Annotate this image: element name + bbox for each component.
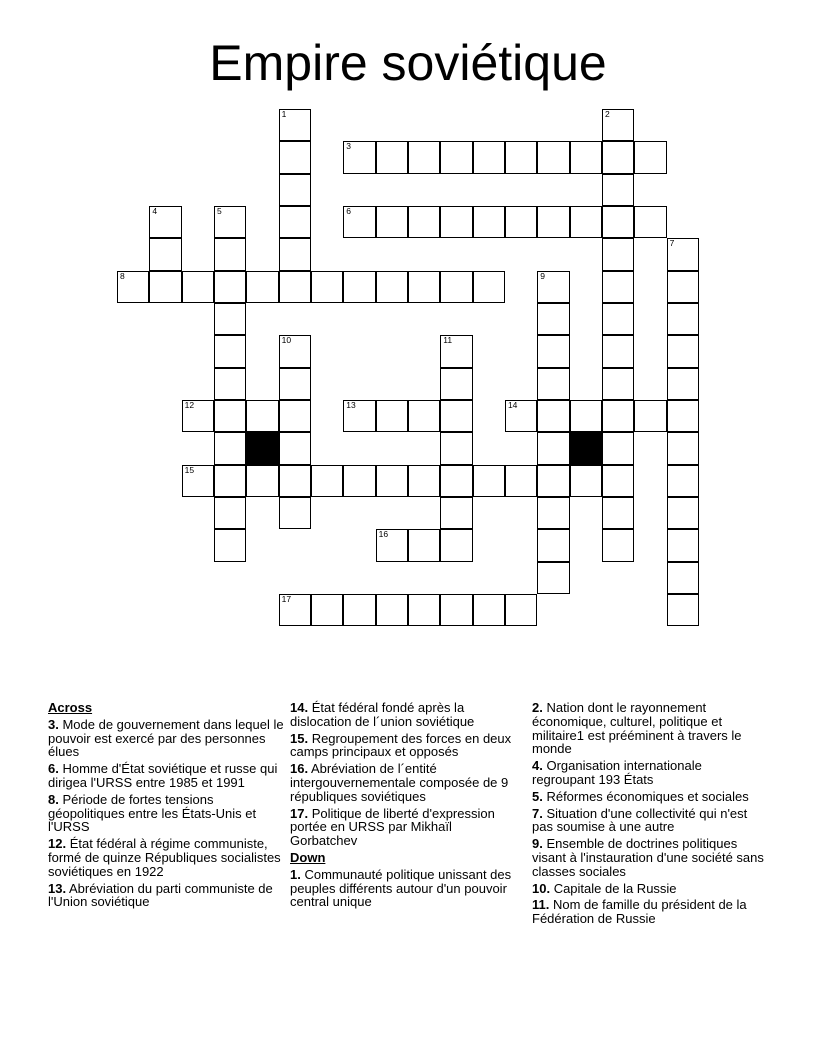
grid-cell[interactable] <box>182 465 214 497</box>
cell-number: 1 <box>281 109 287 119</box>
grid-cell[interactable] <box>214 303 246 335</box>
clue-number: 3. <box>48 716 59 732</box>
grid-cell[interactable] <box>602 529 634 561</box>
grid-cell[interactable] <box>634 400 666 432</box>
grid-cell[interactable] <box>602 303 634 335</box>
cell-number: 2 <box>604 109 610 119</box>
grid-cell[interactable] <box>214 335 246 367</box>
grid-cell[interactable] <box>537 368 569 400</box>
grid-cell[interactable] <box>279 368 311 400</box>
grid-cell[interactable] <box>408 529 440 561</box>
cell-number: 14 <box>507 399 518 410</box>
grid-cell[interactable] <box>667 594 699 626</box>
down-clue <box>532 837 768 878</box>
grid-cell[interactable] <box>343 271 375 303</box>
clue-text: Période de fortes tensions géopolitiques entre les États-Unis et l'URSS <box>48 791 257 835</box>
grid-cell[interactable] <box>279 465 311 497</box>
grid-cell[interactable] <box>343 594 375 626</box>
grid-cell[interactable] <box>214 400 246 432</box>
down-clue <box>532 807 768 835</box>
grid-cell[interactable] <box>505 400 537 432</box>
grid-cell[interactable] <box>667 497 699 529</box>
grid-cell[interactable] <box>667 335 699 367</box>
grid-cell[interactable] <box>343 465 375 497</box>
across-clue <box>290 701 522 729</box>
down-clue <box>290 868 522 909</box>
cell-number: 10 <box>281 335 292 346</box>
grid-cell[interactable] <box>376 594 408 626</box>
clue-text: Abréviation du parti communiste de l'Union soviétique <box>48 880 273 910</box>
grid-cell[interactable] <box>440 206 472 238</box>
cell-number: 4 <box>152 205 158 216</box>
clue-text: Ensemble de doctrines politiques visant à l'instauration d'une société sans classes sociales <box>532 836 764 879</box>
clue-text: Organisation internationale regroupant 193 États <box>532 758 702 787</box>
clue-text: Nation dont le rayonnement économique, culturel, politique et militaire1 est prééminent à travers le monde <box>532 700 742 757</box>
grid-cell[interactable] <box>537 465 569 497</box>
grid-cell[interactable] <box>376 529 408 561</box>
down-clue <box>532 882 768 896</box>
clue-number: 1. <box>290 866 301 882</box>
grid-cell[interactable] <box>537 562 569 594</box>
grid-cell[interactable] <box>537 271 569 303</box>
grid-cell[interactable] <box>667 368 699 400</box>
grid-cell[interactable] <box>440 432 472 464</box>
grid-cell[interactable] <box>505 206 537 238</box>
grid-cell[interactable] <box>246 465 278 497</box>
grid-cell[interactable] <box>602 400 634 432</box>
grid-cell[interactable] <box>602 141 634 173</box>
cell-number: 3 <box>346 141 352 152</box>
clue-number: 8. <box>48 791 59 807</box>
cell-number: 8 <box>120 270 125 281</box>
puzzle-title: Empire soviétique <box>209 35 607 91</box>
clue-number: 7. <box>532 805 543 821</box>
grid-cell[interactable] <box>376 400 408 432</box>
across-clue <box>290 762 522 803</box>
grid-block-cell <box>246 432 278 464</box>
down-clue <box>532 898 768 926</box>
grid-cell[interactable] <box>667 465 699 497</box>
grid-cell[interactable] <box>311 594 343 626</box>
grid-cell[interactable] <box>667 529 699 561</box>
grid-cell[interactable] <box>667 238 699 270</box>
grid-cell[interactable] <box>440 465 472 497</box>
grid-block-cell <box>570 432 602 464</box>
grid-cell[interactable] <box>408 594 440 626</box>
grid-cell[interactable] <box>279 206 311 238</box>
clue-number: 16. <box>290 761 309 777</box>
grid-cell[interactable] <box>311 465 343 497</box>
clue-number: 17. <box>290 805 309 821</box>
grid-cell[interactable] <box>343 206 375 238</box>
clue-text: Situation d'une collectivité qui n'est pas soumise à une autre <box>532 805 748 835</box>
grid-cell[interactable] <box>246 400 278 432</box>
grid-cell[interactable] <box>602 238 634 270</box>
grid-cell[interactable] <box>602 335 634 367</box>
grid-cell[interactable] <box>505 465 537 497</box>
grid-cell[interactable] <box>602 465 634 497</box>
grid-cell[interactable] <box>440 335 472 367</box>
across-clue <box>48 793 284 834</box>
grid-cell[interactable] <box>505 594 537 626</box>
grid-cell[interactable] <box>537 303 569 335</box>
clue-column-2 <box>290 701 522 912</box>
clue-text: Réformes économiques et sociales <box>542 788 749 804</box>
grid-cell[interactable] <box>667 562 699 594</box>
clue-text: Politique de liberté d'expression portée en URSS par Mikhaïl Gorbatchev <box>290 805 495 849</box>
grid-cell[interactable] <box>537 432 569 464</box>
grid-cell[interactable] <box>537 497 569 529</box>
grid-cell[interactable] <box>473 206 505 238</box>
clue-number: 14. <box>290 700 309 715</box>
clue-number: 6. <box>48 761 59 777</box>
cell-number: 5 <box>216 205 222 216</box>
cell-number: 7 <box>669 238 675 249</box>
grid-cell[interactable] <box>408 141 440 173</box>
grid-cell[interactable] <box>376 465 408 497</box>
grid-cell[interactable] <box>214 497 246 529</box>
grid-cell[interactable] <box>602 368 634 400</box>
grid-cell[interactable] <box>376 271 408 303</box>
grid-cell[interactable] <box>602 497 634 529</box>
grid-cell[interactable] <box>279 594 311 626</box>
grid-cell[interactable] <box>505 141 537 173</box>
down-clue <box>532 759 768 787</box>
grid-cell[interactable] <box>117 271 149 303</box>
grid-cell[interactable] <box>408 465 440 497</box>
clue-text: Mode de gouvernement dans lequel le pouvoir est exercé par des personnes élues <box>48 716 284 760</box>
grid-cell[interactable] <box>537 141 569 173</box>
grid-cell[interactable] <box>214 432 246 464</box>
grid-cell[interactable] <box>376 141 408 173</box>
grid-cell[interactable] <box>667 303 699 335</box>
clue-text: Homme d'État soviétique et russe qui dirigea l'URSS entre 1985 et 1991 <box>48 761 278 790</box>
cell-number: 17 <box>281 593 292 604</box>
grid-cell[interactable] <box>440 594 472 626</box>
clue-text: Nom de famille du président de la Fédération de Russie <box>532 897 747 927</box>
grid-cell[interactable] <box>343 400 375 432</box>
grid-cell[interactable] <box>602 109 634 141</box>
across-clue <box>290 732 522 760</box>
grid-cell[interactable] <box>634 141 666 173</box>
grid-cell[interactable] <box>440 141 472 173</box>
down-clue <box>532 790 768 804</box>
grid-cell[interactable] <box>602 206 634 238</box>
clue-number: 5. <box>532 788 543 804</box>
cell-number: 12 <box>184 399 195 410</box>
clue-text: État fédéral à régime communiste, formé de quinze Républiques socialistes soviétiques en 1922 <box>48 836 281 879</box>
across-clue <box>48 718 284 759</box>
clue-number: 4. <box>532 758 543 774</box>
grid-cell[interactable] <box>311 271 343 303</box>
grid-cell[interactable] <box>537 335 569 367</box>
grid-cell[interactable] <box>570 465 602 497</box>
grid-cell[interactable] <box>182 400 214 432</box>
clue-number: 11. <box>532 897 550 913</box>
down-heading: Down <box>290 849 326 865</box>
grid-cell[interactable] <box>634 206 666 238</box>
grid-cell[interactable] <box>214 238 246 270</box>
across-clue <box>290 807 522 848</box>
grid-cell[interactable] <box>279 400 311 432</box>
grid-cell[interactable] <box>279 335 311 367</box>
grid-cell[interactable] <box>473 141 505 173</box>
grid-cell[interactable] <box>537 206 569 238</box>
grid-cell[interactable] <box>149 206 181 238</box>
grid-cell[interactable] <box>376 206 408 238</box>
grid-cell[interactable] <box>440 368 472 400</box>
cell-number: 6 <box>346 205 352 216</box>
grid-cell[interactable] <box>602 174 634 206</box>
grid-cell[interactable] <box>182 271 214 303</box>
clue-number: 9. <box>532 836 543 852</box>
grid-cell[interactable] <box>440 497 472 529</box>
grid-cell[interactable] <box>279 271 311 303</box>
grid-cell[interactable] <box>473 594 505 626</box>
cell-number: 13 <box>346 399 356 410</box>
grid-cell[interactable] <box>214 529 246 561</box>
across-heading: Across <box>48 700 93 715</box>
grid-cell[interactable] <box>408 271 440 303</box>
grid-cell[interactable] <box>279 109 311 141</box>
grid-cell[interactable] <box>473 465 505 497</box>
grid-cell[interactable] <box>214 206 246 238</box>
cell-number: 16 <box>378 529 389 540</box>
clue-number: 2. <box>532 700 543 715</box>
clue-text: Communauté politique unissant des peuples différents autour d'un pouvoir central unique <box>290 866 512 910</box>
grid-cell[interactable] <box>570 141 602 173</box>
grid-cell[interactable] <box>279 141 311 173</box>
grid-cell[interactable] <box>570 206 602 238</box>
clue-number: 10. <box>532 880 551 896</box>
clue-text: Capitale de la Russie <box>550 880 677 896</box>
grid-cell[interactable] <box>537 529 569 561</box>
grid-cell[interactable] <box>279 497 311 529</box>
clue-number: 12. <box>48 836 67 852</box>
grid-cell[interactable] <box>408 206 440 238</box>
cell-number: 9 <box>540 270 546 281</box>
grid-cell[interactable] <box>473 271 505 303</box>
across-clue <box>48 837 284 878</box>
grid-cell[interactable] <box>279 238 311 270</box>
clue-text: Regroupement des forces en deux camps principaux et opposés <box>290 730 512 760</box>
grid-cell[interactable] <box>570 400 602 432</box>
grid-cell[interactable] <box>440 271 472 303</box>
cell-number: 15 <box>184 464 195 475</box>
grid-cell[interactable] <box>214 465 246 497</box>
grid-cell[interactable] <box>602 271 634 303</box>
grid-cell[interactable] <box>667 271 699 303</box>
across-clue <box>48 882 284 910</box>
grid-cell[interactable] <box>408 400 440 432</box>
down-clue <box>532 701 768 756</box>
clue-number: 13. <box>48 880 67 896</box>
grid-cell[interactable] <box>537 400 569 432</box>
grid-cell[interactable] <box>440 529 472 561</box>
grid-cell[interactable] <box>214 271 246 303</box>
grid-cell[interactable] <box>667 432 699 464</box>
clue-text: État fédéral fondé après la dislocation de l´union soviétique <box>290 700 475 729</box>
grid-cell[interactable] <box>602 432 634 464</box>
grid-cell[interactable] <box>440 400 472 432</box>
clue-text: Abréviation de l´entité intergouvernementale composée de 9 républiques soviétiques <box>290 761 509 804</box>
clue-column-3 <box>532 701 768 929</box>
grid-cell[interactable] <box>279 174 311 206</box>
cell-number: 11 <box>443 335 453 346</box>
clue-column-1 <box>48 701 284 912</box>
grid-cell[interactable] <box>149 271 181 303</box>
grid-cell[interactable] <box>214 368 246 400</box>
grid-cell[interactable] <box>279 432 311 464</box>
grid-cell[interactable] <box>343 141 375 173</box>
grid-cell[interactable] <box>246 271 278 303</box>
clue-number: 15. <box>290 730 309 746</box>
grid-cell[interactable] <box>667 400 699 432</box>
grid-cell[interactable] <box>149 238 181 270</box>
across-clue <box>48 762 284 790</box>
